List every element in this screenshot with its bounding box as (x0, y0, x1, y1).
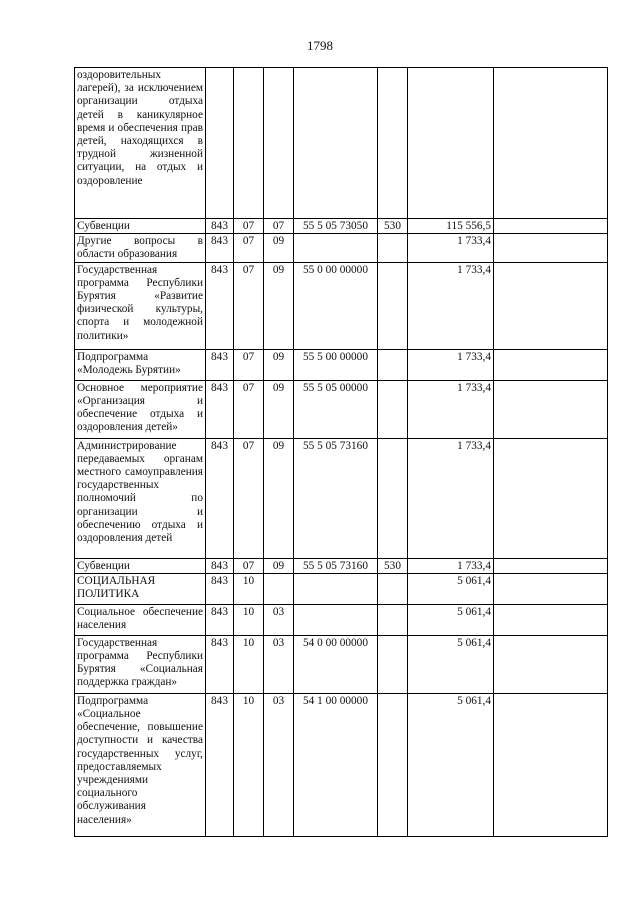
cell-subsection (264, 573, 294, 604)
cell-expense-type (378, 68, 408, 219)
cell-target-article: 55 5 05 73160 (294, 438, 378, 558)
cell-amount: 115 556,5 (408, 219, 494, 234)
cell-ved: 843 (206, 349, 234, 380)
cell-name: Государственная программа Республики Бурятия «Социальная поддержка граждан» (75, 635, 206, 693)
cell-ved: 843 (206, 234, 234, 262)
cell-extra (494, 68, 608, 219)
cell-extra (494, 380, 608, 438)
cell-ved: 843 (206, 693, 234, 836)
cell-section: 07 (234, 558, 264, 573)
cell-subsection: 09 (264, 558, 294, 573)
cell-amount: 1 733,4 (408, 558, 494, 573)
budget-table-body (75, 68, 608, 837)
table-row (75, 262, 608, 349)
table-row (75, 219, 608, 234)
cell-section: 10 (234, 604, 264, 635)
table-row (75, 234, 608, 262)
cell-expense-type (378, 262, 408, 349)
table-row (75, 380, 608, 438)
cell-name: Субвенции (75, 558, 206, 573)
cell-target-article: 55 5 05 73050 (294, 219, 378, 234)
cell-amount: 5 061,4 (408, 635, 494, 693)
cell-amount: 5 061,4 (408, 573, 494, 604)
cell-section: 07 (234, 219, 264, 234)
table-row (75, 438, 608, 558)
cell-expense-type (378, 693, 408, 836)
cell-expense-type (378, 380, 408, 438)
cell-name: Субвенции (75, 219, 206, 234)
cell-subsection: 09 (264, 438, 294, 558)
cell-expense-type (378, 234, 408, 262)
cell-amount: 5 061,4 (408, 604, 494, 635)
cell-amount: 1 733,4 (408, 349, 494, 380)
cell-subsection: 09 (264, 349, 294, 380)
cell-expense-type (378, 573, 408, 604)
cell-subsection: 07 (264, 219, 294, 234)
cell-name: Подпрограмма «Молодежь Бурятии» (75, 349, 206, 380)
cell-section: 07 (234, 438, 264, 558)
cell-extra (494, 635, 608, 693)
cell-subsection: 09 (264, 380, 294, 438)
cell-name: Основное мероприятие «Организация и обеспечение отдыха и оздоровления детей» (75, 380, 206, 438)
cell-name: Другие вопросы в области образования (75, 234, 206, 262)
cell-amount: 1 733,4 (408, 262, 494, 349)
cell-extra (494, 438, 608, 558)
table-row (75, 604, 608, 635)
cell-ved: 843 (206, 219, 234, 234)
cell-section: 07 (234, 234, 264, 262)
cell-target-article: 54 0 00 00000 (294, 635, 378, 693)
cell-extra (494, 262, 608, 349)
cell-section: 07 (234, 380, 264, 438)
cell-expense-type: 530 (378, 219, 408, 234)
cell-target-article: 54 1 00 00000 (294, 693, 378, 836)
cell-amount: 5 061,4 (408, 693, 494, 836)
table-row (75, 558, 608, 573)
cell-subsection: 03 (264, 693, 294, 836)
cell-amount: 1 733,4 (408, 234, 494, 262)
cell-ved: 843 (206, 380, 234, 438)
cell-extra (494, 234, 608, 262)
cell-ved: 843 (206, 558, 234, 573)
cell-name: Администрирование передаваемых органам местного самоуправления государственных полномочий по организации и обеспечению отдыха и оздоровления детей (75, 438, 206, 558)
table-row (75, 693, 608, 836)
cell-extra (494, 219, 608, 234)
cell-extra (494, 573, 608, 604)
table-row (75, 68, 608, 219)
cell-target-article (294, 604, 378, 635)
cell-extra (494, 558, 608, 573)
cell-extra (494, 693, 608, 836)
cell-subsection: 03 (264, 635, 294, 693)
cell-name: Социальное обеспечение населения (75, 604, 206, 635)
cell-ved (206, 68, 234, 219)
cell-amount: 1 733,4 (408, 438, 494, 558)
table-row (75, 349, 608, 380)
cell-section: 10 (234, 635, 264, 693)
cell-name: Государственная программа Республики Бурятия «Развитие физической культуры, спорта и молодежной политики» (75, 262, 206, 349)
cell-name: Подпрограмма «Социальное обеспечение, повышение доступности и качества государственных услуг, предоставляемых учреждениями социального обслуживания населения» (75, 693, 206, 836)
cell-target-article: 55 0 00 00000 (294, 262, 378, 349)
cell-section: 10 (234, 573, 264, 604)
cell-target-article (294, 234, 378, 262)
cell-amount: 1 733,4 (408, 380, 494, 438)
cell-expense-type (378, 438, 408, 558)
budget-table (74, 67, 608, 837)
cell-extra (494, 349, 608, 380)
cell-target-article: 55 5 05 73160 (294, 558, 378, 573)
cell-subsection (264, 68, 294, 219)
cell-ved: 843 (206, 573, 234, 604)
cell-subsection: 03 (264, 604, 294, 635)
cell-subsection: 09 (264, 234, 294, 262)
cell-target-article: 55 5 00 00000 (294, 349, 378, 380)
table-row (75, 573, 608, 604)
cell-section: 07 (234, 349, 264, 380)
cell-extra (494, 604, 608, 635)
cell-amount (408, 68, 494, 219)
cell-name: СОЦИАЛЬНАЯ ПОЛИТИКА (75, 573, 206, 604)
cell-ved: 843 (206, 635, 234, 693)
cell-ved: 843 (206, 438, 234, 558)
cell-expense-type: 530 (378, 558, 408, 573)
cell-target-article (294, 68, 378, 219)
cell-ved: 843 (206, 262, 234, 349)
table-row (75, 635, 608, 693)
cell-expense-type (378, 635, 408, 693)
cell-section: 07 (234, 262, 264, 349)
cell-expense-type (378, 349, 408, 380)
cell-section: 10 (234, 693, 264, 836)
cell-name: оздоровительных лагерей), за исключением организации отдыха детей в каникулярное время и обеспечения прав детей, находящихся в трудной жизненной ситуации, на отдых и оздоровление (75, 68, 206, 219)
cell-section (234, 68, 264, 219)
cell-expense-type (378, 604, 408, 635)
cell-target-article (294, 573, 378, 604)
page-number: 1798 (307, 38, 333, 53)
cell-ved: 843 (206, 604, 234, 635)
cell-subsection: 09 (264, 262, 294, 349)
cell-target-article: 55 5 05 00000 (294, 380, 378, 438)
